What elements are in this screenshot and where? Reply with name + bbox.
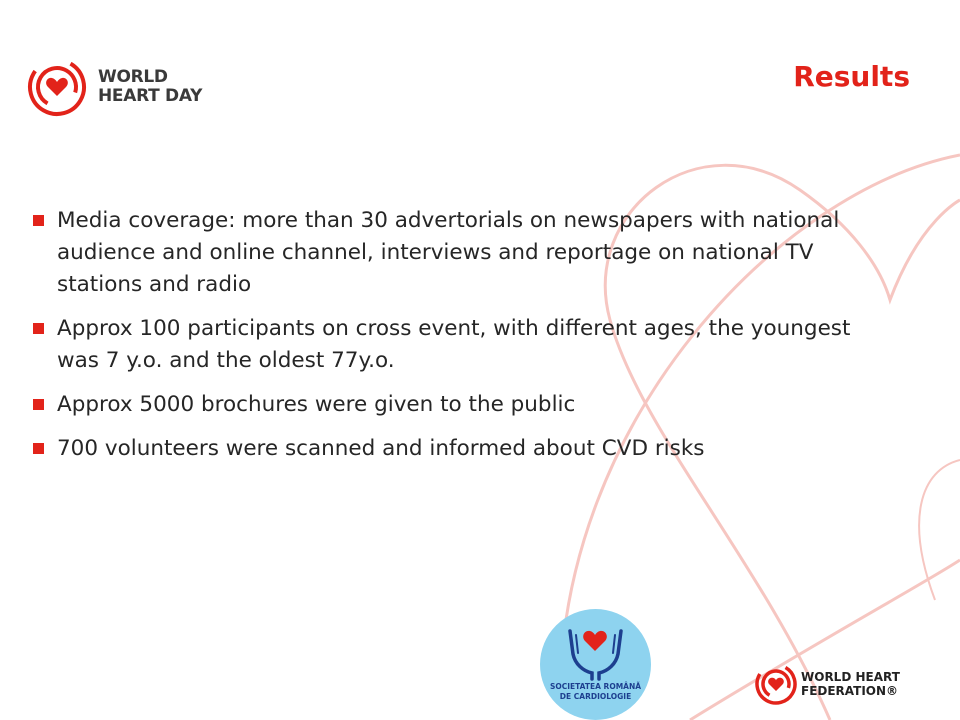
bullet-list (32, 205, 892, 477)
world-heart-day-wordmark: WORLD HEART DAY (98, 67, 203, 106)
world-heart-federation-logo (754, 662, 924, 706)
societatea-romana-de-cardiologie-logo (540, 609, 651, 720)
bullet-text: Approx 5000 brochures were given to the public (57, 392, 576, 417)
bullet-text: 700 volunteers were scanned and informed about CVD risks (57, 436, 705, 461)
world-heart-day-logo (26, 56, 236, 118)
world-heart-federation-wordmark: WORLD HEART FEDERATION® (801, 670, 900, 698)
bullet-square-icon (33, 399, 44, 410)
bullet-square-icon (33, 443, 44, 454)
heart-logo-icon (754, 662, 798, 706)
bullet-item (32, 389, 892, 421)
heart-in-hands-icon (540, 609, 651, 720)
bullet-item (32, 205, 892, 301)
bullet-item (32, 313, 892, 377)
bullet-item (32, 433, 892, 465)
bullet-square-icon (33, 215, 44, 226)
bullet-text: Approx 100 participants on cross event, with different ages, the youngest was 7 y.o. and the oldest 77y.o. (57, 316, 851, 373)
slide-title: Results (793, 60, 910, 93)
heart-logo-icon (26, 56, 88, 118)
bullet-square-icon (33, 323, 44, 334)
societatea-romana-wordmark: SOCIETATEA ROMÂNĂ DE CARDIOLOGIE (549, 682, 642, 701)
bullet-text: Media coverage: more than 30 advertorials on newspapers with national audience and online channel, interviews and reportage on national TV stations and radio (57, 208, 840, 297)
